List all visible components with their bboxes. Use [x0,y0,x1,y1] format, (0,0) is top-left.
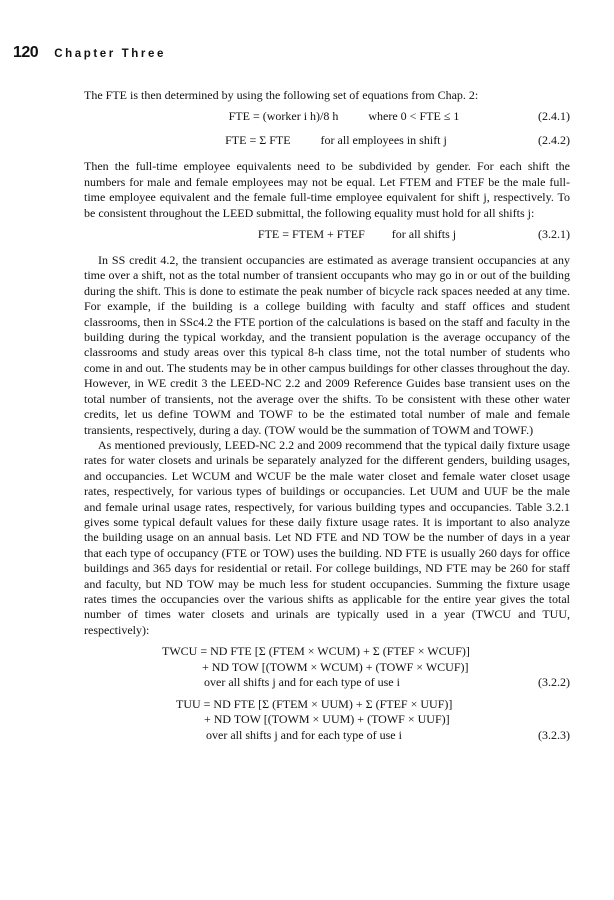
equation-3-2-1-expression: FTE = FTEM + FTEF [257,227,365,242]
page-header [13,44,166,64]
equation-2-4-2-condition: for all employees in shift j [320,133,447,148]
equation-2-4-2-expression: FTE = Σ FTE [225,133,291,148]
equation-number: (3.2.3) [538,727,570,742]
page-body [84,88,570,743]
equation-2-4-1-condition: where 0 < FTE ≤ 1 [368,109,460,124]
equation-2-4-1-expression: FTE = (worker i h)/8 h [228,109,339,124]
page-number: 120 [13,44,39,61]
paragraph-gender-split: Then the full-time employee equivalents need to be subdivided by gender. For each shift the numbers for male and female employees may not be equal. Let FTEM and FTEF be the male full-time employee equivalent and the female full-time employee equivalent for shift j, respectively. To be consistent throughout the LEED submittal, the following equality must hold for all shifts j: [84,159,570,220]
equation-2-4-2 [84,133,570,153]
equation-3-2-2 [162,644,570,691]
equation-line: TUU = ND FTE [Σ (FTEM × UUM) + Σ (FTEF × UUF)] [176,696,453,711]
equation-line: over all shifts j and for each type of use i [204,675,400,690]
equation-2-4-1 [84,109,570,129]
equation-line: over all shifts j and for each type of use i [206,727,402,742]
equation-3-2-1 [84,227,570,247]
equation-number: (3.2.1) [538,227,570,242]
chapter-title: Chapter Three [54,48,166,60]
paragraph-transient-occupancies: In SS credit 4.2, the transient occupancies are estimated as average transient occupancies at any time over a shift, not as the total number of transient occupants who may go in or out of the building during the shift. This is done to estimate the peak number of bicycle rack spaces needed at any time. For example, if the building is a college building with faculty and staff offices and student classrooms, then in SSc4.2 the FTE portion of the calculations is based on the staff and faculty in the building during the typical workday, and the transient population is the average occupancy of the classrooms and study areas over this typical 8-h class time, not the total number of students who come in and out. The students may be in other campus buildings for other classes throughout the day. However, in WE credit 3 the LEED-NC 2.2 and 2009 Reference Guides base transient uses on the total number of transients, not the average over the shifts. To be consistent with these other water credits, let us define TOWM and TOWF to be the estimated total number of male and female transients, respectively, during a day. (TOW would be the summation of TOWM and TOWF.) [84,253,570,437]
equation-line: + ND TOW [(TOWM × UUM) + (TOWF × UUF)] [204,712,450,727]
equation-line: + ND TOW [(TOWM × WCUM) + (TOWF × WCUF)] [202,659,469,674]
paragraph-intro: The FTE is then determined by using the following set of equations from Chap. 2: [84,88,479,102]
equation-number: (2.4.1) [538,109,570,124]
equation-number: (3.2.2) [538,675,570,690]
equation-line: TWCU = ND FTE [Σ (FTEM × WCUM) + Σ (FTEF × WCUF)] [162,644,470,659]
equation-3-2-1-condition: for all shifts j [391,227,457,242]
equation-number: (2.4.2) [538,133,570,148]
equation-3-2-3 [176,697,570,744]
paragraph-fixture-usage-rates: As mentioned previously, LEED-NC 2.2 and 2009 recommend that the typical daily fixture usage rates for water closets and urinals be separately analyzed for the different genders, building usages, and occupancies. Let WCUM and WCUF be the male water closet and female water closet usage rates, respectively, for various types of buildings or occupancies. Let UUM and UUF be the male and female urinal usage rates, respectively, for various building types and occupancies. Table 3.2.1 gives some typical default values for these daily fixture usage rates. It is important to also analyze the building usage on an annual basis. Let ND FTE and ND TOW be the number of days in a year that each type of occupancy (FTE or TOW) uses the building. ND FTE is usually 260 days for office buildings and 365 days for residential or retail. For college buildings, ND FTE may be 260 for staff and faculty, but ND TOW may be much less for student occupancies. Summing the fixture usage rates times the occupancies over the various shifts as applicable for the entire year gives the total number of times water closets and urinals are typically used in a year (TWCU and TUU, respectively): [84,437,570,637]
